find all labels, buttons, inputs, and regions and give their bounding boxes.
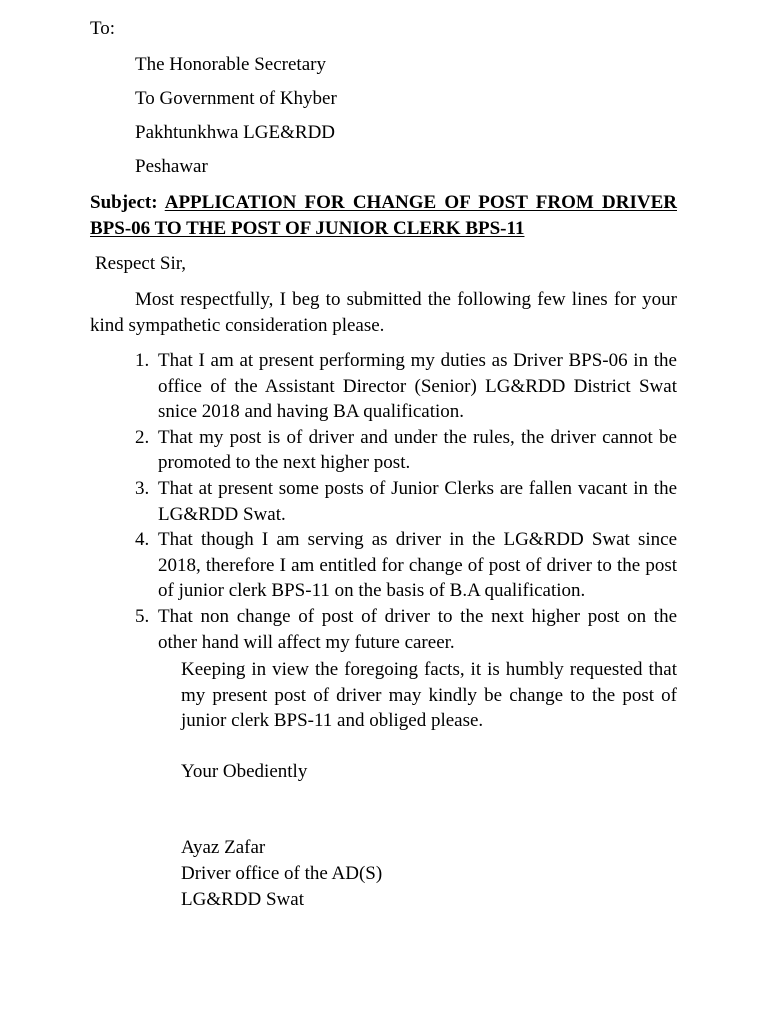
addressee-line-2: To Government of Khyber bbox=[135, 88, 337, 109]
addressee-line-3: Pakhtunkhwa LGE&RDD bbox=[135, 122, 336, 143]
point-text: That non change of post of driver to the next higher post on the other hand will affect my future career. bbox=[158, 605, 677, 653]
point-number: 2. bbox=[135, 426, 150, 448]
signature-office: LG&RDD Swat bbox=[181, 889, 304, 910]
point-number: 3. bbox=[135, 477, 150, 499]
signature-title: Driver office of the AD(S) bbox=[181, 863, 383, 884]
list-item bbox=[135, 527, 677, 604]
point-number: 4. bbox=[135, 529, 150, 551]
salutation: Respect Sir, bbox=[95, 253, 187, 274]
subject-text: APPLICATION FOR CHANGE OF POST FROM DRIVER BPS-06 TO THE POST OF JUNIOR CLERK BPS-11 bbox=[90, 192, 677, 239]
subject-label: Subject: bbox=[90, 192, 158, 213]
list-item bbox=[135, 476, 677, 527]
signoff: Your Obediently bbox=[181, 761, 308, 782]
intro-paragraph: Most respectfully, I beg to submitted the following few lines for your kind sympathetic consideration please. bbox=[90, 289, 677, 336]
point-number: 1. bbox=[135, 350, 150, 371]
signature-name: Ayaz Zafar bbox=[181, 837, 266, 858]
point-text: That at present some posts of Junior Clerks are fallen vacant in the LG&RDD Swat. bbox=[158, 477, 677, 525]
list-item bbox=[135, 425, 677, 476]
closing-paragraph: Keeping in view the foregoing facts, it is humbly requested that my present post of driver may kindly be change to the post of junior clerk BPS-11 and obliged please. bbox=[181, 659, 677, 732]
addressee-line-1: The Honorable Secretary bbox=[135, 54, 326, 75]
addressee-line-4: Peshawar bbox=[135, 156, 208, 177]
list-item bbox=[135, 604, 677, 655]
subject-block bbox=[90, 190, 677, 241]
point-text: That my post is of driver and under the rules, the driver cannot be promoted to the next higher post. bbox=[158, 426, 677, 474]
point-text: That though I am serving as driver in the LG&RDD Swat since 2018, therefore I am entitled for change of post of driver to the post of junior clerk BPS-11 on the basis of B.A qualification. bbox=[158, 529, 677, 602]
point-number: 5. bbox=[135, 605, 150, 627]
point-text: That I am at present performing my duties as Driver BPS-06 in the office of the Assistant Director (Senior) LG&RDD District Swat snice 2018 and having BA qualification. bbox=[158, 350, 677, 423]
points-list bbox=[135, 348, 677, 655]
to-label: To: bbox=[90, 18, 116, 39]
list-item bbox=[135, 348, 677, 425]
